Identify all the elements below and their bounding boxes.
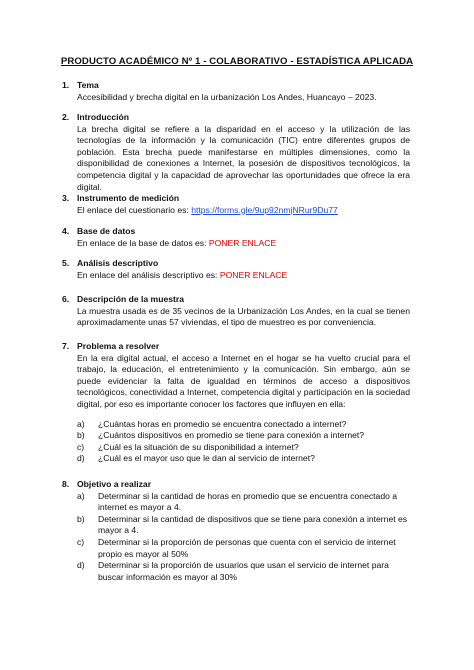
placeholder-link-text: PONER ENLACE <box>219 269 288 280</box>
section-heading: Objetivo a realizar <box>77 479 152 489</box>
section-number: 7. <box>62 341 70 351</box>
list-item: b) ¿Cuántos dispositivos en promedio se tiene para conexión a internet? <box>77 430 365 441</box>
section-problema <box>62 341 410 465</box>
list-item: c) Determinar si la proporción de personas que cuenta con el servicio de internet propio es mayor al 50% <box>77 536 396 559</box>
section-number: 6. <box>62 294 70 304</box>
section-muestra <box>62 294 410 329</box>
list-item: c) ¿Cuál es la situación de su disponibilidad a internet? <box>77 441 299 452</box>
section-introduccion <box>62 112 410 193</box>
questionnaire-link[interactable]: https://forms.gle/9up92nmjNRur9Du77 <box>191 204 338 215</box>
section-text: En enlace del análisis descriptivo es: <box>77 269 220 280</box>
section-heading: Base de datos <box>77 226 136 236</box>
list-item: d) Determinar si la proporción de usuarios que usan el servicio de internet para buscar información es mayor al 30% <box>77 560 389 582</box>
list-item: a) Determinar si la cantidad de horas en promedio que se encuentra conectado a internet es mayor a 4. <box>77 490 398 513</box>
section-text: En enlace de la base de datos es: <box>77 237 209 248</box>
section-number: 3. <box>62 193 70 203</box>
section-instrumento <box>62 193 410 216</box>
section-analisis <box>62 258 410 281</box>
section-heading: Análisis descriptivo <box>77 258 159 268</box>
list-item: d) ¿Cuál es el mayor uso que le dan al servicio de internet? <box>77 453 315 464</box>
objective-list <box>62 491 410 584</box>
section-number: 1. <box>62 80 70 90</box>
section-number: 8. <box>62 479 70 489</box>
list-item: a) ¿Cuántas horas en promedio se encuentra conectado a internet? <box>77 418 347 429</box>
section-heading: Introducción <box>77 112 130 122</box>
section-text: El enlace del cuestionario es: <box>77 204 192 215</box>
document-title: PRODUCTO ACADÉMICO Nº 1 - COLABORATIVO - ESTADÍSTICA APLICADA <box>60 56 414 67</box>
section-number: 2. <box>62 112 70 122</box>
section-base-datos <box>62 226 410 249</box>
section-tema <box>62 80 410 103</box>
section-heading: Tema <box>77 80 99 90</box>
section-heading: Problema a resolver <box>77 341 160 351</box>
section-text: La brecha digital se refiere a la disparidad en el acceso y la utilización de las tecnologías de la información y la comunicación (TIC) entre diferentes grupos de población. Esta brecha puede manifestarse en múltiples dimensiones, como la disponibilidad de conexiones a Internet, la posesión de dispositivos tecnológicos, la competencia digital y la capacidad de aprovechar las oportunidades que ofrece la era digital. <box>77 123 410 192</box>
section-heading: Descripción de la muestra <box>77 294 184 304</box>
list-item: b) Determinar si la cantidad de dispositivos que se tiene para conexión a internet es mayor a 4. <box>77 513 408 536</box>
question-list <box>62 419 410 465</box>
section-heading: Instrumento de medición <box>77 193 180 203</box>
placeholder-link-text: PONER ENLACE <box>208 237 277 248</box>
section-number: 4. <box>62 226 70 236</box>
section-text: Accesibilidad y brecha digital en la urbanización Los Andes, Huancayo – 2023. <box>77 91 377 102</box>
section-text: La muestra usada es de 35 vecinos de la Urbanización Los Andes, en la cual se tienen aproximadamente unas 57 viviendas, el tipo de muestreo es por conveniencia. <box>77 305 410 328</box>
section-number: 5. <box>62 258 70 268</box>
section-objetivo <box>62 479 410 583</box>
section-text: En la era digital actual, el acceso a Internet en el hogar se ha vuelto crucial para el trabajo, la educación, el entretenimiento y la comunicación. Sin embargo, aún se puede evidenciar la falta de igualdad en términos de acceso a dispositivos tecnológicos, conectividad a Internet, competencia digital y participación en la sociedad digital, por eso es importante conocer los factores que influyen en ella: <box>77 352 410 409</box>
